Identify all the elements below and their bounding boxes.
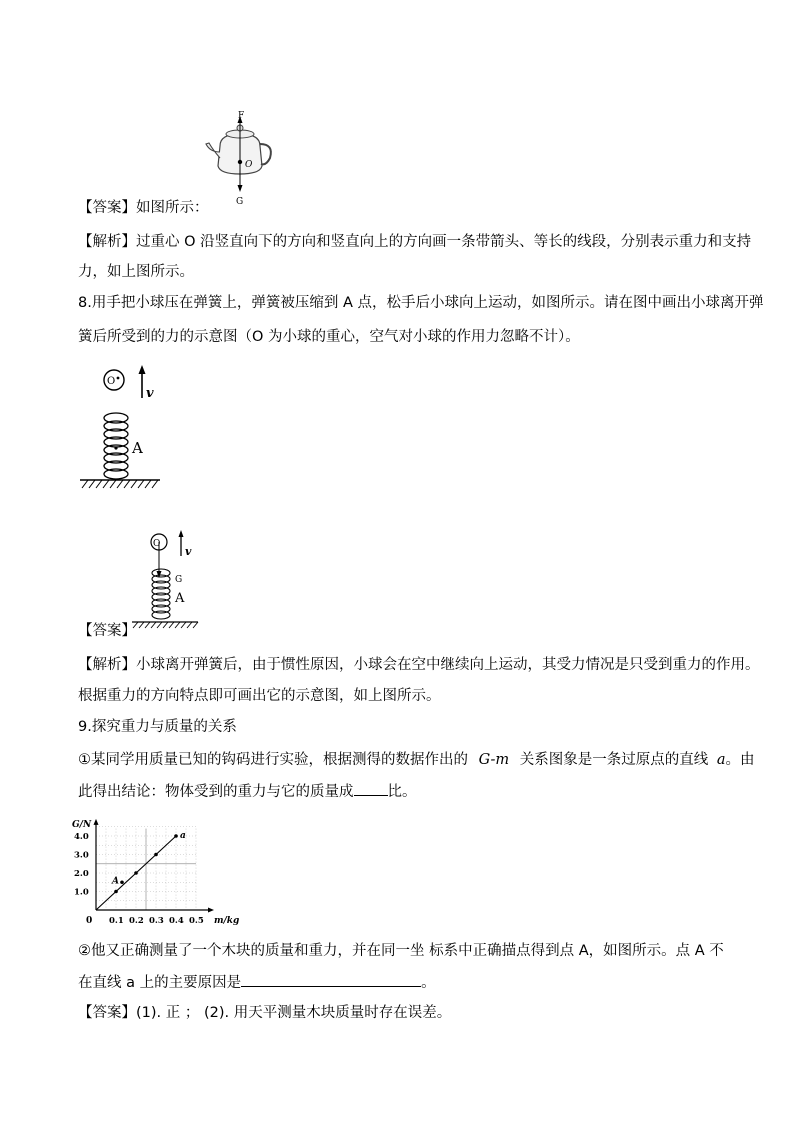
- q8-question-line-1: 8.用手把小球压在弹簧上，弹簧被压缩到 A 点，松手后小球向上运动，如图所示。请在图中画出小球离开弹: [78, 295, 764, 311]
- part1-text-c: 。由: [725, 752, 755, 768]
- q7-analysis-line-2: 力，如上图所示。: [78, 264, 194, 280]
- q7-answer: [78, 198, 728, 218]
- gravity-label: G: [175, 575, 183, 585]
- y-tick-label: 3.0: [74, 850, 89, 861]
- spring-figure-question: [76, 360, 176, 490]
- x-tick-label: 0.3: [149, 916, 164, 926]
- x-tick-label: 0.5: [189, 916, 204, 926]
- q8-analysis-line-1: [78, 655, 760, 675]
- part2-reason-text: 在直线 a 上的主要原因是: [78, 975, 242, 991]
- answer-text: 如图所示：: [136, 200, 209, 216]
- answer-tag: 【答案】: [78, 1005, 136, 1021]
- y-tick-label: 2.0: [74, 869, 89, 879]
- y-tick-label: 4.0: [74, 832, 89, 842]
- q9-part2-line-1: ②他又正确测量了一个木块的质量和重力，并在同一坐 标系中正确描点得到点 A，如图所示。点 A 不: [78, 943, 724, 959]
- q8-question-line-2: 簧后所受到的力的示意图（O 为小球的重心，空气对小球的作用力忽略不计）。: [78, 329, 580, 345]
- force-label-f: F: [238, 111, 245, 121]
- answer-blank-1[interactable]: [354, 781, 388, 796]
- q9-title: 9.探究重力与质量的关系: [78, 719, 237, 735]
- g-m-variable: G-m: [478, 752, 510, 768]
- x-tick-label: 0.4: [169, 916, 184, 926]
- origin-label: 0: [86, 916, 93, 926]
- velocity-label: v: [185, 545, 192, 558]
- x-axis-label: m/kg: [214, 916, 240, 926]
- center-label-o: O: [245, 160, 253, 170]
- data-point: [154, 853, 158, 857]
- chart-series: [96, 831, 186, 910]
- q9-part1-line-2: [78, 781, 728, 802]
- spring-figure-answer: [128, 528, 208, 634]
- point-a-label: A: [175, 591, 185, 606]
- analysis-text: 过重心 O 沿竖直向下的方向和竖直向上的方向画一条带箭头、等长的线段，分别表示重力和支持: [136, 234, 752, 250]
- part2-reason-end: 。: [421, 975, 436, 991]
- ball-center-label: O: [107, 376, 116, 387]
- part1-conclusion-end: 比。: [387, 784, 417, 800]
- ball-center-label: O: [153, 539, 161, 549]
- answer-text: (1). 正 ； (2). 用天平测量木块质量时存在误差。: [136, 1005, 452, 1021]
- answer-blank-2[interactable]: [241, 972, 421, 987]
- data-point: [134, 871, 138, 875]
- q7-analysis-line-1: [78, 232, 752, 252]
- part1-text-a: ①某同学用质量已知的钩码进行实验，根据测得的数据作出的: [78, 752, 468, 768]
- chart-axes: [72, 819, 239, 926]
- analysis-text: 小球离开弹簧后，由于惯性原因，小球会在空中继续向上运动，其受力情况是只受到重力的作用。: [136, 657, 760, 673]
- y-tick-label: 1.0: [74, 887, 89, 898]
- answer-tag: 【答案】: [78, 200, 136, 216]
- line-a-variable: a: [716, 752, 726, 768]
- g-m-chart: [72, 810, 242, 930]
- q9-part2-line-2: [78, 972, 728, 993]
- data-point: [174, 834, 178, 838]
- x-tick-label: 0.2: [129, 916, 144, 926]
- part1-text-b: 关系图象是一条过原点的直线: [519, 752, 709, 768]
- teapot-figure: [200, 108, 280, 208]
- point-a-label: A: [132, 439, 143, 457]
- y-axis-arrow: [94, 819, 99, 825]
- q9-part1-line-1: [78, 750, 755, 770]
- velocity-label: v: [146, 386, 154, 401]
- q9-answer: [78, 1003, 728, 1023]
- x-tick-label: 0.1: [109, 916, 124, 926]
- q8-answer: 【答案】: [78, 623, 136, 639]
- point-a-label: A: [112, 876, 119, 887]
- point-a: [120, 880, 124, 884]
- x-axis-arrow: [208, 908, 214, 913]
- y-axis-label: G/N: [72, 819, 92, 830]
- analysis-tag: 【解析】: [78, 657, 136, 673]
- series-label-a: a: [180, 831, 186, 841]
- data-point: [114, 890, 118, 894]
- analysis-tag: 【解析】: [78, 234, 136, 250]
- part1-conclusion-text: 此得出结论：物体受到的重力与它的质量成: [78, 784, 354, 800]
- chart-ticks: [74, 832, 204, 926]
- gravity-label-g: G: [236, 197, 244, 207]
- q8-analysis-line-2: 根据重力的方向特点即可画出它的示意图，如上图所示。: [78, 688, 441, 704]
